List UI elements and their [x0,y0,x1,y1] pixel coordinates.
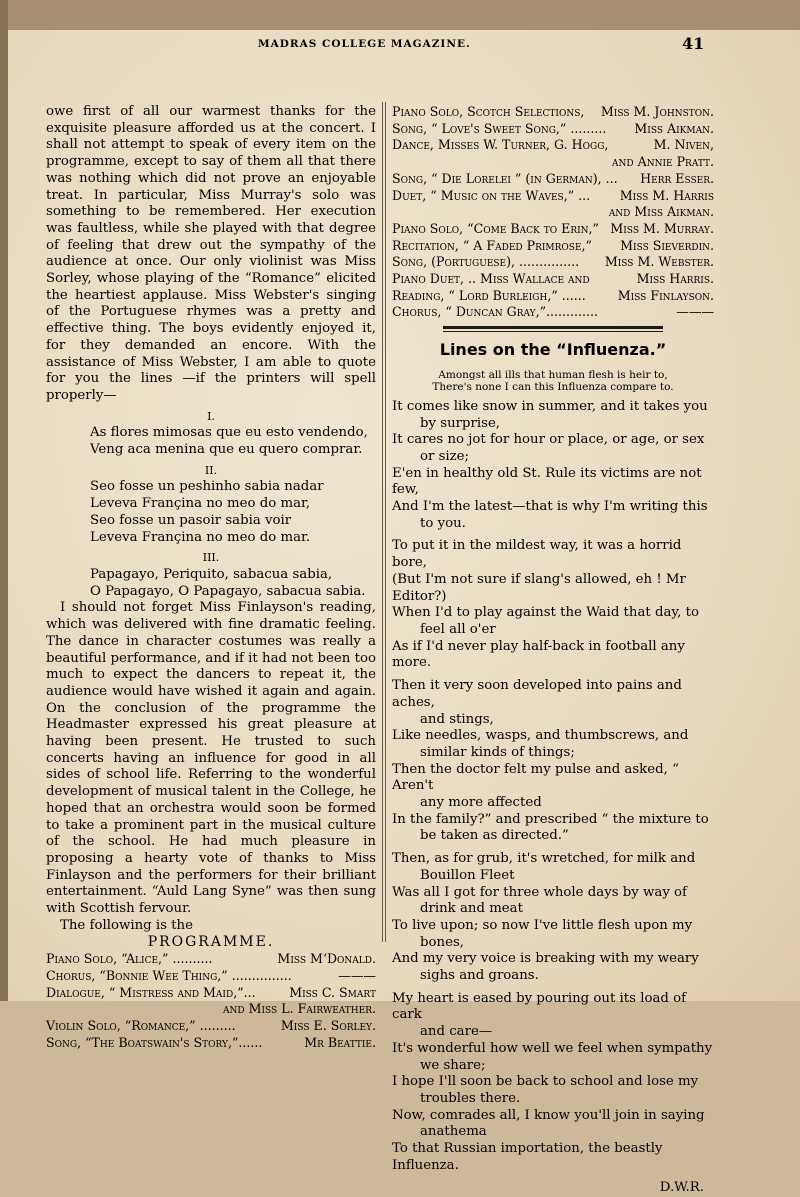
programme-performer: ——— [338,967,376,983]
poem-line-continuation: to you. [420,515,466,531]
programme-piece: Song, “The Boatswain's Story,”...... [46,1034,263,1050]
programme-performer: Miss M‘Donald. [277,951,376,967]
verse-line: Leveva Françina no meo do mar, [90,496,311,512]
poem-line-continuation: bones, [420,934,465,950]
poem-line-continuation: and care— [420,1024,493,1040]
following-line: The following is the [60,917,193,933]
programme-piece: Reading, “ Lord Burleigh,” ...... [392,287,586,303]
verse-line: Seo fosse un peshinho sabia nadar [90,479,324,495]
poem-line: It's wonderful how well we feel when sympathy [392,1040,713,1056]
programme-performer: ——— [676,304,714,320]
epigraph-line: There's none I can this Influenza compare to. [432,380,674,393]
programme-item [46,1035,376,1052]
verse-number: III. [202,551,220,565]
verse-line: As flores mimosas que eu esto vendendo, [90,425,368,441]
poem-line-continuation: similar kinds of things; [420,744,575,760]
poem-line-continuation: by surprise, [420,415,501,431]
influenza-poem [392,399,714,1175]
programme-item [46,968,376,985]
poem-line: To that Russian importation, the beastly Influenza. [392,1141,663,1173]
programme-item [46,1018,376,1035]
programme-performer: Miss Finlayson. [617,287,714,303]
programme-performer: Miss M. Webster. [604,254,714,270]
programme-item [392,288,714,305]
programme-piece: Song, (Portuguese), ............... [392,254,580,270]
programme-performer: Herr Esser. [640,170,714,186]
programme-item [392,271,714,288]
programme-piece: Piano Solo, “Come Back to Erin,” [392,220,599,236]
stanza [392,538,714,672]
epigraph [392,369,714,393]
poem-line: To put it in the mildest way, it was a horrid bore, [392,538,682,571]
poem-line: It comes like snow in summer, and it takes you [392,398,708,414]
page-top-shadow [0,0,800,30]
poem-line: It cares no jot for hour or place, or age, or sex [392,432,705,448]
author-signature: D.W.R. [659,1180,704,1196]
poem-line-continuation: any more affected [420,795,542,811]
page-binding-edge [0,0,8,1001]
stanza [392,399,714,533]
programme-piece: Song, “ Love's Sweet Song,” ......... [392,120,607,136]
programme-piece: Dialogue, “ Mistress and Maid,”... [46,984,256,1000]
poem-line-continuation: feel all o'er [420,621,496,637]
verse-line: O Papagayo, O Papagayo, sabacua sabia. [90,583,366,599]
programme-piece: Piano Solo, “Alice,” .......... [46,951,213,967]
programme-piece: Chorus, “ Duncan Gray,”............. [392,304,599,320]
programme-item [46,985,376,1002]
programme-piece: Violin Solo, “Romance,” ......... [46,1017,236,1033]
verse-number: I. [207,409,215,423]
stanza [392,991,714,1175]
programme-performer: Miss Sieverdin. [620,237,714,253]
stanza [392,678,714,845]
poem-line-continuation: be taken as directed.” [420,828,569,844]
programme-piece: Chorus, “Bonnie Wee Thing,” ............... [46,967,292,983]
poem-line: And my very voice is breaking with my weary [392,951,699,967]
epigraph-line: Amongst all ills that human flesh is heir to, [438,368,668,381]
section-rule [443,331,663,332]
poem-line: Then the doctor felt my pulse and asked, “ Aren't [392,761,679,794]
poem-line: When I'd to play against the Waid that day, to [392,605,699,621]
poem-line: My heart is eased by pouring out its load of cark [392,990,687,1023]
programme-performer: Miss M. Murray. [610,220,714,236]
poem-line: E'en in healthy old St. Rule its victims are not few, [392,465,702,498]
programme-piece: Duet, “ Music on the Waves,” ... [392,187,591,203]
poem-line: And I'm the latest—that is why I'm writing this [392,499,708,515]
poem-line: Then, as for grub, it's wretched, for milk and [392,851,696,867]
column-rule [382,102,383,942]
stanza [392,851,714,985]
programme-piece: Piano Solo, Scotch Selections, [392,104,585,119]
programme-item [392,104,714,121]
programme-performer: M. Niven, [653,137,714,153]
programme-piece: Piano Duet, .. Miss Wallace and [392,271,590,287]
programme-continuation: and Miss L. Fairweather. [223,1001,376,1017]
programme-performer: Miss M. Johnston. [600,104,714,119]
poem-line-continuation: or size; [420,448,470,464]
poem-line-continuation: we share; [420,1057,486,1073]
programme-piece: Song, “ Die Lorelei ” (in German), ... [392,170,618,186]
poem-line: Now, comrades all, I know you'll join in saying [392,1107,705,1123]
reading-paragraph: I should not forget Miss Finlayson's reading, which was delivered with fine dramatic feeling. The dance in character costumes was really a beautiful performance, and if it had not been too much to expect the dancers to repeat it, the audience would have wished it again and again. On the conclusion of the programme the Headmaster expressed his great pleasure at having been present. He trusted to such concerts having an influence for good in all sides of school life. Referring to the wonderful development of musical talent in the College, he hoped that an orchestra would soon be formed to take a prominent part in the musical culture of the school. He had much pleasure in proposing a hearty vote of thanks to Miss Finlayson and the performers for their brilliant entertainment. “Auld Lang Syne” was then sung with Scottish fervour. [46,600,376,917]
portuguese-rhymes [46,409,376,601]
right-column [392,104,714,1197]
verse-number: II. [204,463,218,477]
programme-performer: Miss Harris. [636,271,714,287]
poem-line: I hope I'll soon be back to school and lose my [392,1074,699,1090]
programme-item [392,188,714,205]
programme-item [392,254,714,271]
programme-list-right [392,104,714,321]
verse-line: Leveva Françina no meo do mar. [90,529,311,545]
programme-title: PROGRAMME. [147,934,275,951]
concert-paragraph: owe first of all our warmest thanks for the exquisite pleasure afforded us at the concert. I shall not attempt to speak of every item on the programme, except to say of them all that there was nothing which did not prove an enjoyable treat. In particular, Miss Murray's solo was something to be remembered. Her execution was faultless, while she played with that degree of feeling that drew out the sympathy of the audience at once. Our only violinist was Miss Sorley, whose playing of the “Romance” elicited the heartiest applause. Miss Webster's singing of the Portuguese rhymes was a pretty and effective thing. The boys evidently enjoyed it, for they demanded an encore. With the assistance of Miss Webster, I am able to quote for you the lines —if the printers will spell properly— [46,104,376,403]
verse-line: Seo fosse un pasoir sabia voir [90,512,292,528]
programme-performer: Miss Aikman. [634,120,714,136]
poem-line-continuation: sighs and groans. [420,968,539,984]
poem-line: In the family?” and prescribed “ the mixture to [392,811,709,827]
section-rule [443,326,663,329]
poem-line-continuation: anathema [420,1124,487,1140]
page-number: 41 [682,34,705,53]
verse-line: Papagayo, Periquito, sabacua sabia, [90,566,333,582]
programme-item [392,121,714,138]
poem-line: Like needles, wasps, and thumbscrews, and [392,728,689,744]
poem-title: Lines on the “Influenza.” [439,340,667,360]
programme-continuation: and Miss Aikman. [608,204,714,220]
programme-piece: Recitation, “ A Faded Primrose,” [392,237,592,253]
poem-line: (But I'm not sure if slang's allowed, eh ! Mr Editor?) [392,571,686,604]
column-rule [385,102,386,942]
poem-line-continuation: troubles there. [420,1090,521,1106]
poem-line-continuation: Bouillon Fleet [420,867,515,883]
poem-line: Was all I got for three whole days by way of [392,884,687,900]
poem-line: To live upon; so now I've little flesh upon my [392,917,693,933]
poem-line: As if I'd never play half-back in football any more. [392,638,685,671]
programme-list-left [46,951,376,1051]
programme-piece: Dance, Misses W. Turner, G. Hogg, [392,137,609,153]
poem-line-continuation: drink and meat [420,901,523,917]
left-column [46,104,376,1051]
programme-performer: Miss C. Smart [289,984,376,1000]
programme-item [392,221,714,238]
running-header: MADRAS COLLEGE MAGAZINE. [258,38,471,50]
programme-item [392,304,714,321]
poem-line-continuation: and stings, [420,711,494,727]
programme-item [392,238,714,255]
programme-item [392,137,714,154]
programme-performer: Mr Beattie. [304,1034,376,1050]
programme-performer: Miss M. Harris [619,187,714,203]
programme-performer: Miss E. Sorley. [280,1017,376,1033]
programme-item [392,171,714,188]
programme-item [46,951,376,968]
verse-line: Veng aca menina que eu quero comprar. [90,442,363,458]
poem-line: Then it very soon developed into pains and aches, [392,678,682,710]
programme-continuation: and Annie Pratt. [612,154,714,170]
